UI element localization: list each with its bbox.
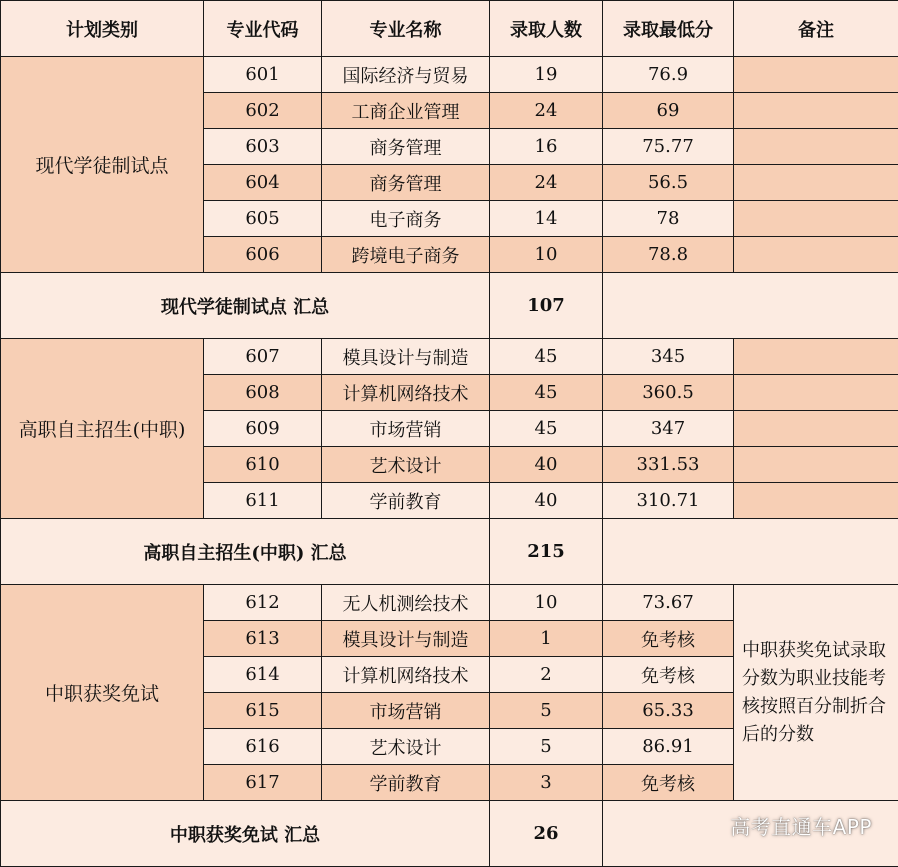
admitted-count: 40 [490, 483, 603, 519]
remarks-note: 中职获奖免试录取分数为职业技能考核按照百分制折合后的分数 [734, 585, 898, 801]
min-score: 78 [603, 201, 734, 237]
table-row [1, 57, 898, 93]
header-major-code: 专业代码 [204, 1, 322, 57]
remarks-cell [734, 165, 898, 201]
remarks-cell [734, 483, 898, 519]
summary-row [1, 519, 898, 585]
header-major-name: 专业名称 [322, 1, 490, 57]
admitted-count: 19 [490, 57, 603, 93]
remarks-cell [734, 237, 898, 273]
header-min-score: 录取最低分 [603, 1, 734, 57]
summary-label: 中职获奖免试 汇总 [1, 801, 490, 867]
admitted-count: 5 [490, 693, 603, 729]
major-name: 电子商务 [322, 201, 490, 237]
major-code: 615 [204, 693, 322, 729]
remarks-cell [734, 447, 898, 483]
major-name: 艺术设计 [322, 447, 490, 483]
major-name: 计算机网络技术 [322, 375, 490, 411]
major-code: 602 [204, 93, 322, 129]
remarks-cell [734, 411, 898, 447]
major-name: 跨境电子商务 [322, 237, 490, 273]
major-code: 613 [204, 621, 322, 657]
major-code: 616 [204, 729, 322, 765]
major-name: 商务管理 [322, 129, 490, 165]
summary-row [1, 273, 898, 339]
min-score: 345 [603, 339, 734, 375]
min-score: 65.33 [603, 693, 734, 729]
header-plan-category: 计划类别 [1, 1, 204, 57]
major-code: 605 [204, 201, 322, 237]
min-score: 78.8 [603, 237, 734, 273]
min-score: 56.5 [603, 165, 734, 201]
major-name: 计算机网络技术 [322, 657, 490, 693]
major-name: 模具设计与制造 [322, 621, 490, 657]
remarks-cell [734, 201, 898, 237]
summary-empty [603, 273, 898, 339]
header-row [1, 1, 898, 57]
category-cell: 中职获奖免试 [1, 585, 204, 801]
min-score: 360.5 [603, 375, 734, 411]
watermark-text: 高考直通车APP [730, 811, 872, 840]
admitted-count: 14 [490, 201, 603, 237]
summary-label: 高职自主招生(中职) 汇总 [1, 519, 490, 585]
min-score: 331.53 [603, 447, 734, 483]
major-code: 607 [204, 339, 322, 375]
major-name: 商务管理 [322, 165, 490, 201]
min-score: 347 [603, 411, 734, 447]
category-cell: 现代学徒制试点 [1, 57, 204, 273]
remarks-cell [734, 339, 898, 375]
header-admitted-count: 录取人数 [490, 1, 603, 57]
header-remarks: 备注 [734, 1, 898, 57]
major-name: 艺术设计 [322, 729, 490, 765]
major-code: 608 [204, 375, 322, 411]
major-code: 601 [204, 57, 322, 93]
table-row [1, 585, 898, 621]
admitted-count: 45 [490, 375, 603, 411]
min-score: 免考核 [603, 657, 734, 693]
major-name: 工商企业管理 [322, 93, 490, 129]
table-row [1, 339, 898, 375]
summary-label: 现代学徒制试点 汇总 [1, 273, 490, 339]
major-name: 市场营销 [322, 411, 490, 447]
admitted-count: 2 [490, 657, 603, 693]
major-name: 无人机测绘技术 [322, 585, 490, 621]
admitted-count: 24 [490, 165, 603, 201]
major-name: 模具设计与制造 [322, 339, 490, 375]
major-name: 国际经济与贸易 [322, 57, 490, 93]
major-code: 609 [204, 411, 322, 447]
admitted-count: 1 [490, 621, 603, 657]
admitted-count: 3 [490, 765, 603, 801]
major-code: 617 [204, 765, 322, 801]
major-code: 603 [204, 129, 322, 165]
min-score: 76.9 [603, 57, 734, 93]
admitted-count: 45 [490, 339, 603, 375]
category-cell: 高职自主招生(中职) [1, 339, 204, 519]
admitted-count: 24 [490, 93, 603, 129]
major-code: 611 [204, 483, 322, 519]
min-score: 73.67 [603, 585, 734, 621]
admitted-count: 16 [490, 129, 603, 165]
remarks-cell [734, 57, 898, 93]
major-name: 市场营销 [322, 693, 490, 729]
summary-total: 107 [490, 273, 603, 339]
major-name: 学前教育 [322, 765, 490, 801]
admitted-count: 5 [490, 729, 603, 765]
admitted-count: 45 [490, 411, 603, 447]
remarks-cell [734, 129, 898, 165]
min-score: 免考核 [603, 621, 734, 657]
min-score: 310.71 [603, 483, 734, 519]
min-score: 69 [603, 93, 734, 129]
summary-empty [603, 519, 898, 585]
remarks-cell [734, 93, 898, 129]
min-score: 75.77 [603, 129, 734, 165]
admitted-count: 40 [490, 447, 603, 483]
major-name: 学前教育 [322, 483, 490, 519]
major-code: 612 [204, 585, 322, 621]
admitted-count: 10 [490, 237, 603, 273]
major-code: 606 [204, 237, 322, 273]
remarks-cell [734, 375, 898, 411]
summary-total: 215 [490, 519, 603, 585]
major-code: 604 [204, 165, 322, 201]
admitted-count: 10 [490, 585, 603, 621]
major-code: 614 [204, 657, 322, 693]
min-score: 免考核 [603, 765, 734, 801]
major-code: 610 [204, 447, 322, 483]
summary-total: 26 [490, 801, 603, 867]
min-score: 86.91 [603, 729, 734, 765]
